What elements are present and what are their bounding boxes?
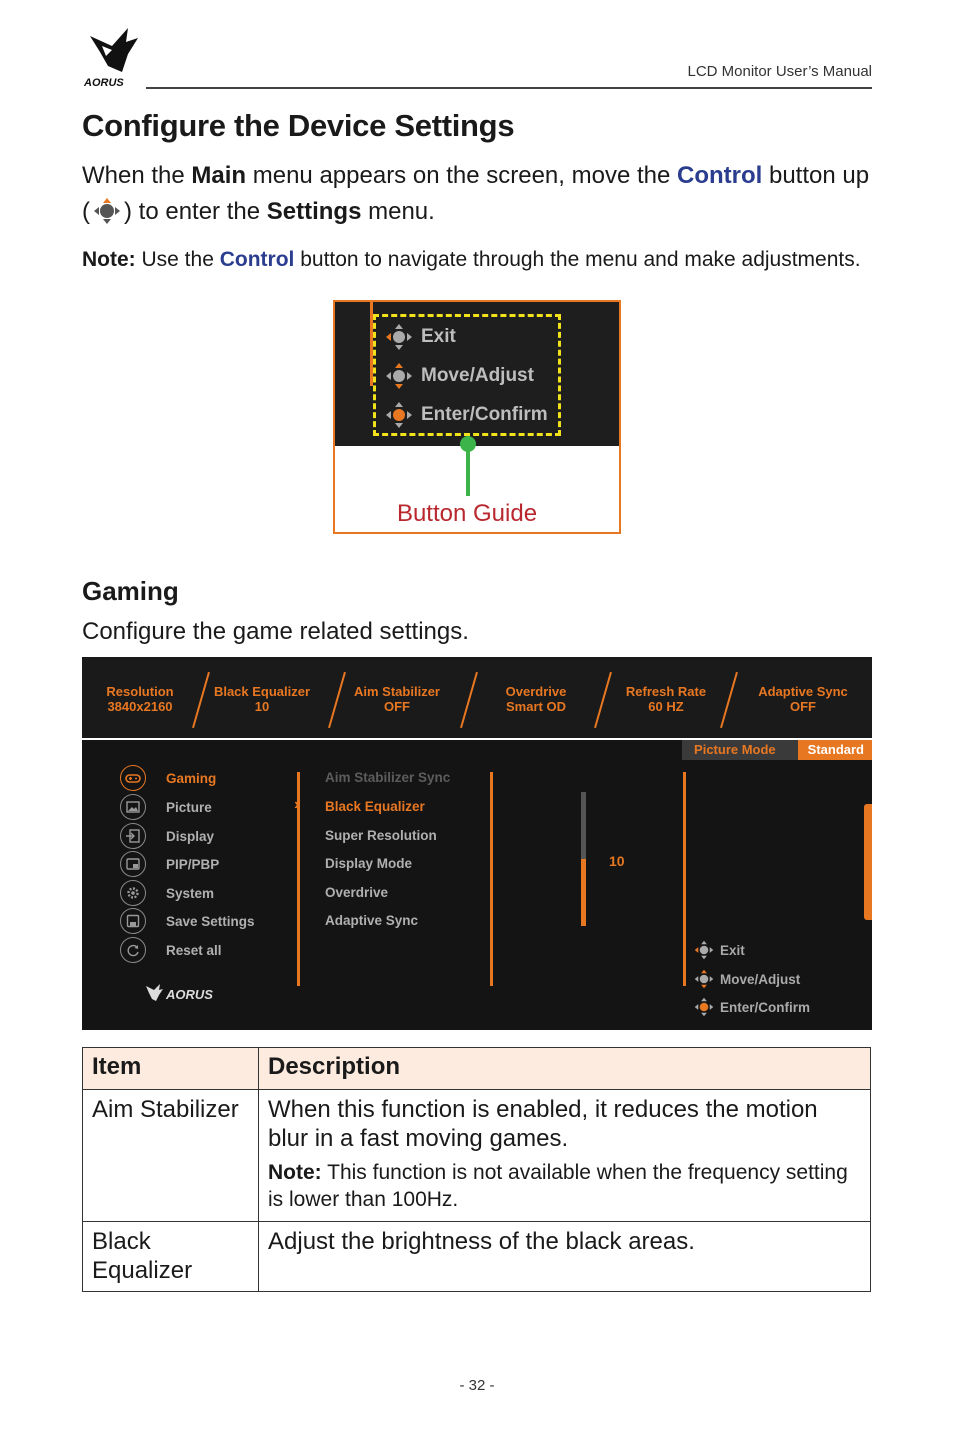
menu-item-save-settings[interactable]: [120, 907, 255, 935]
button-guide-figure: [333, 300, 621, 534]
intro-text: When the: [82, 162, 192, 189]
submenu-overdrive[interactable]: Overdrive: [325, 885, 389, 900]
slider-value: 10: [609, 853, 625, 869]
note-paragraph: [82, 246, 872, 273]
slider-divider: [683, 772, 686, 986]
table-cell-item: Aim Stabilizer: [83, 1090, 259, 1222]
table-cell-description: [259, 1090, 871, 1222]
gaming-subtitle: Configure the game related settings.: [82, 618, 469, 645]
save-icon: [120, 908, 146, 934]
menu-item-system[interactable]: [120, 879, 214, 907]
guide-row-enter: [385, 400, 548, 430]
stat-separator: [720, 672, 738, 728]
picture-icon: [120, 794, 146, 820]
display-input-icon: [120, 823, 146, 849]
stat-label: Black Equalizer: [213, 684, 311, 699]
intro-text: menu appears on the screen, move the: [246, 162, 677, 189]
joystick-move-icon: [385, 362, 413, 390]
table-cell-item: Black Equalizer: [83, 1222, 259, 1292]
page-title: Configure the Device Settings: [82, 108, 515, 143]
stat-label: Overdrive: [505, 684, 567, 699]
slider-fill: [581, 859, 586, 926]
stat-separator: [594, 672, 612, 728]
intro-text: menu.: [361, 198, 435, 225]
menu-label: Gaming: [166, 770, 217, 786]
joystick-left-icon: [694, 940, 714, 960]
stat-overdrive: [486, 684, 586, 714]
aorus-logo-icon: [82, 22, 144, 90]
stat-value: Smart OD: [506, 699, 566, 714]
table-row: [83, 1222, 871, 1292]
joystick-up-icon: [92, 197, 122, 225]
osd-guide-move: [694, 967, 800, 991]
submenu-super-resolution[interactable]: Super Resolution: [325, 828, 437, 843]
stat-black-equalizer: [210, 684, 314, 714]
table-header-description: Description: [259, 1048, 871, 1090]
stat-refresh-rate: [616, 684, 716, 714]
menu-label: Display: [166, 828, 215, 844]
control-term: Control: [677, 162, 763, 189]
description-text: When this function is enabled, it reduces the motion blur in a fast moving games.: [268, 1096, 818, 1152]
guide-label-move: Move/Adjust: [421, 365, 534, 386]
note-label: Note:: [82, 248, 136, 271]
picture-mode-label: Picture Mode: [682, 740, 798, 760]
osd-guide-enter: [694, 995, 810, 1019]
osd-menu-panel: [82, 740, 872, 1030]
submenu-divider: [490, 772, 493, 986]
stat-separator: [328, 672, 346, 728]
svg-text:AORUS: AORUS: [84, 77, 124, 89]
stat-value: OFF: [790, 699, 816, 714]
stat-label: Adaptive Sync: [758, 684, 848, 699]
pip-icon: [120, 851, 146, 877]
intro-text: ) to enter the: [124, 198, 267, 225]
menu-label: System: [166, 885, 215, 901]
gamepad-icon: [120, 765, 146, 791]
osd-guide-label: Exit: [720, 942, 745, 958]
table-header-item: Item: [83, 1048, 259, 1090]
gaming-heading: Gaming: [82, 576, 179, 606]
gear-icon: [120, 880, 146, 906]
stat-adaptive-sync: [750, 684, 856, 714]
menu-label: PIP/PBP: [166, 856, 220, 872]
stat-value: OFF: [384, 699, 410, 714]
osd-guide-exit: [694, 938, 745, 962]
joystick-move-icon: [694, 969, 714, 989]
osd-status-bar: [82, 657, 872, 738]
guide-label-enter: Enter/Confirm: [421, 404, 548, 425]
stat-separator: [460, 672, 478, 728]
joystick-press-icon: [385, 401, 413, 429]
submenu-aim-stabilizer-sync[interactable]: Aim Stabilizer Sync: [325, 770, 451, 785]
guide-row-move: [385, 361, 534, 391]
table-header-row: [83, 1048, 871, 1090]
guide-row-exit: [385, 322, 456, 352]
joystick-left-icon: [385, 323, 413, 351]
menu-item-reset-all[interactable]: [120, 936, 222, 964]
table-cell-description: Adjust the brightness of the black areas.: [259, 1222, 871, 1292]
button-guide-caption: Button Guide: [396, 500, 538, 527]
stat-value: 60 HZ: [648, 699, 684, 714]
menu-label: Picture: [166, 799, 212, 815]
header-rule: [146, 87, 872, 89]
callout-dot: [460, 436, 476, 452]
osd-guide-label: Enter/Confirm: [720, 999, 811, 1015]
stat-label: Resolution: [106, 684, 174, 699]
intro-text: button up (: [82, 162, 870, 225]
osd-guide-label: Move/Adjust: [720, 971, 801, 987]
menu-item-display[interactable]: [120, 822, 214, 850]
menu-label: Save Settings: [166, 913, 255, 929]
description-note: [268, 1159, 861, 1213]
stat-label: Aim Stabilizer: [354, 684, 440, 699]
note-text: Use the: [135, 248, 220, 271]
note-text: button to navigate through the menu and make adjustments.: [294, 248, 861, 271]
reset-icon: [120, 937, 146, 963]
stat-separator: [192, 672, 210, 728]
note-text: This function is not available when the frequency setting is lower than 100Hz.: [268, 1161, 848, 1211]
picture-mode-badge: [682, 740, 872, 760]
aorus-osd-logo-icon: [144, 982, 228, 1004]
manual-title: LCD Monitor User’s Manual: [687, 63, 872, 80]
joystick-press-icon: [694, 997, 714, 1017]
submenu-display-mode[interactable]: Display Mode: [325, 856, 413, 871]
stat-resolution: [90, 684, 190, 714]
main-term: Main: [191, 162, 247, 189]
stat-value: 10: [254, 699, 270, 714]
note-label: Note:: [268, 1161, 322, 1184]
settings-term: Settings: [266, 198, 362, 225]
side-tab: [864, 804, 872, 920]
chevron-right-icon: ›: [294, 796, 300, 813]
settings-table: [82, 1047, 871, 1292]
menu-item-pip-pbp[interactable]: [120, 850, 219, 878]
stat-aim-stabilizer: [346, 684, 448, 714]
menu-item-gaming[interactable]: [120, 764, 216, 792]
menu-label: Reset all: [166, 942, 222, 958]
picture-mode-value: Standard: [798, 740, 872, 760]
submenu-adaptive-sync[interactable]: Adaptive Sync: [325, 913, 419, 928]
intro-paragraph: [82, 158, 882, 230]
table-row: [83, 1090, 871, 1222]
submenu-black-equalizer[interactable]: Black Equalizer: [325, 799, 425, 814]
stat-value: 3840x2160: [107, 699, 173, 714]
svg-text:AORUS: AORUS: [166, 987, 213, 1002]
guide-label-exit: Exit: [421, 326, 456, 347]
menu-item-picture[interactable]: [120, 793, 212, 821]
page-number: - 32 -: [459, 1377, 495, 1394]
stat-label: Refresh Rate: [625, 684, 707, 699]
control-term: Control: [219, 248, 295, 271]
